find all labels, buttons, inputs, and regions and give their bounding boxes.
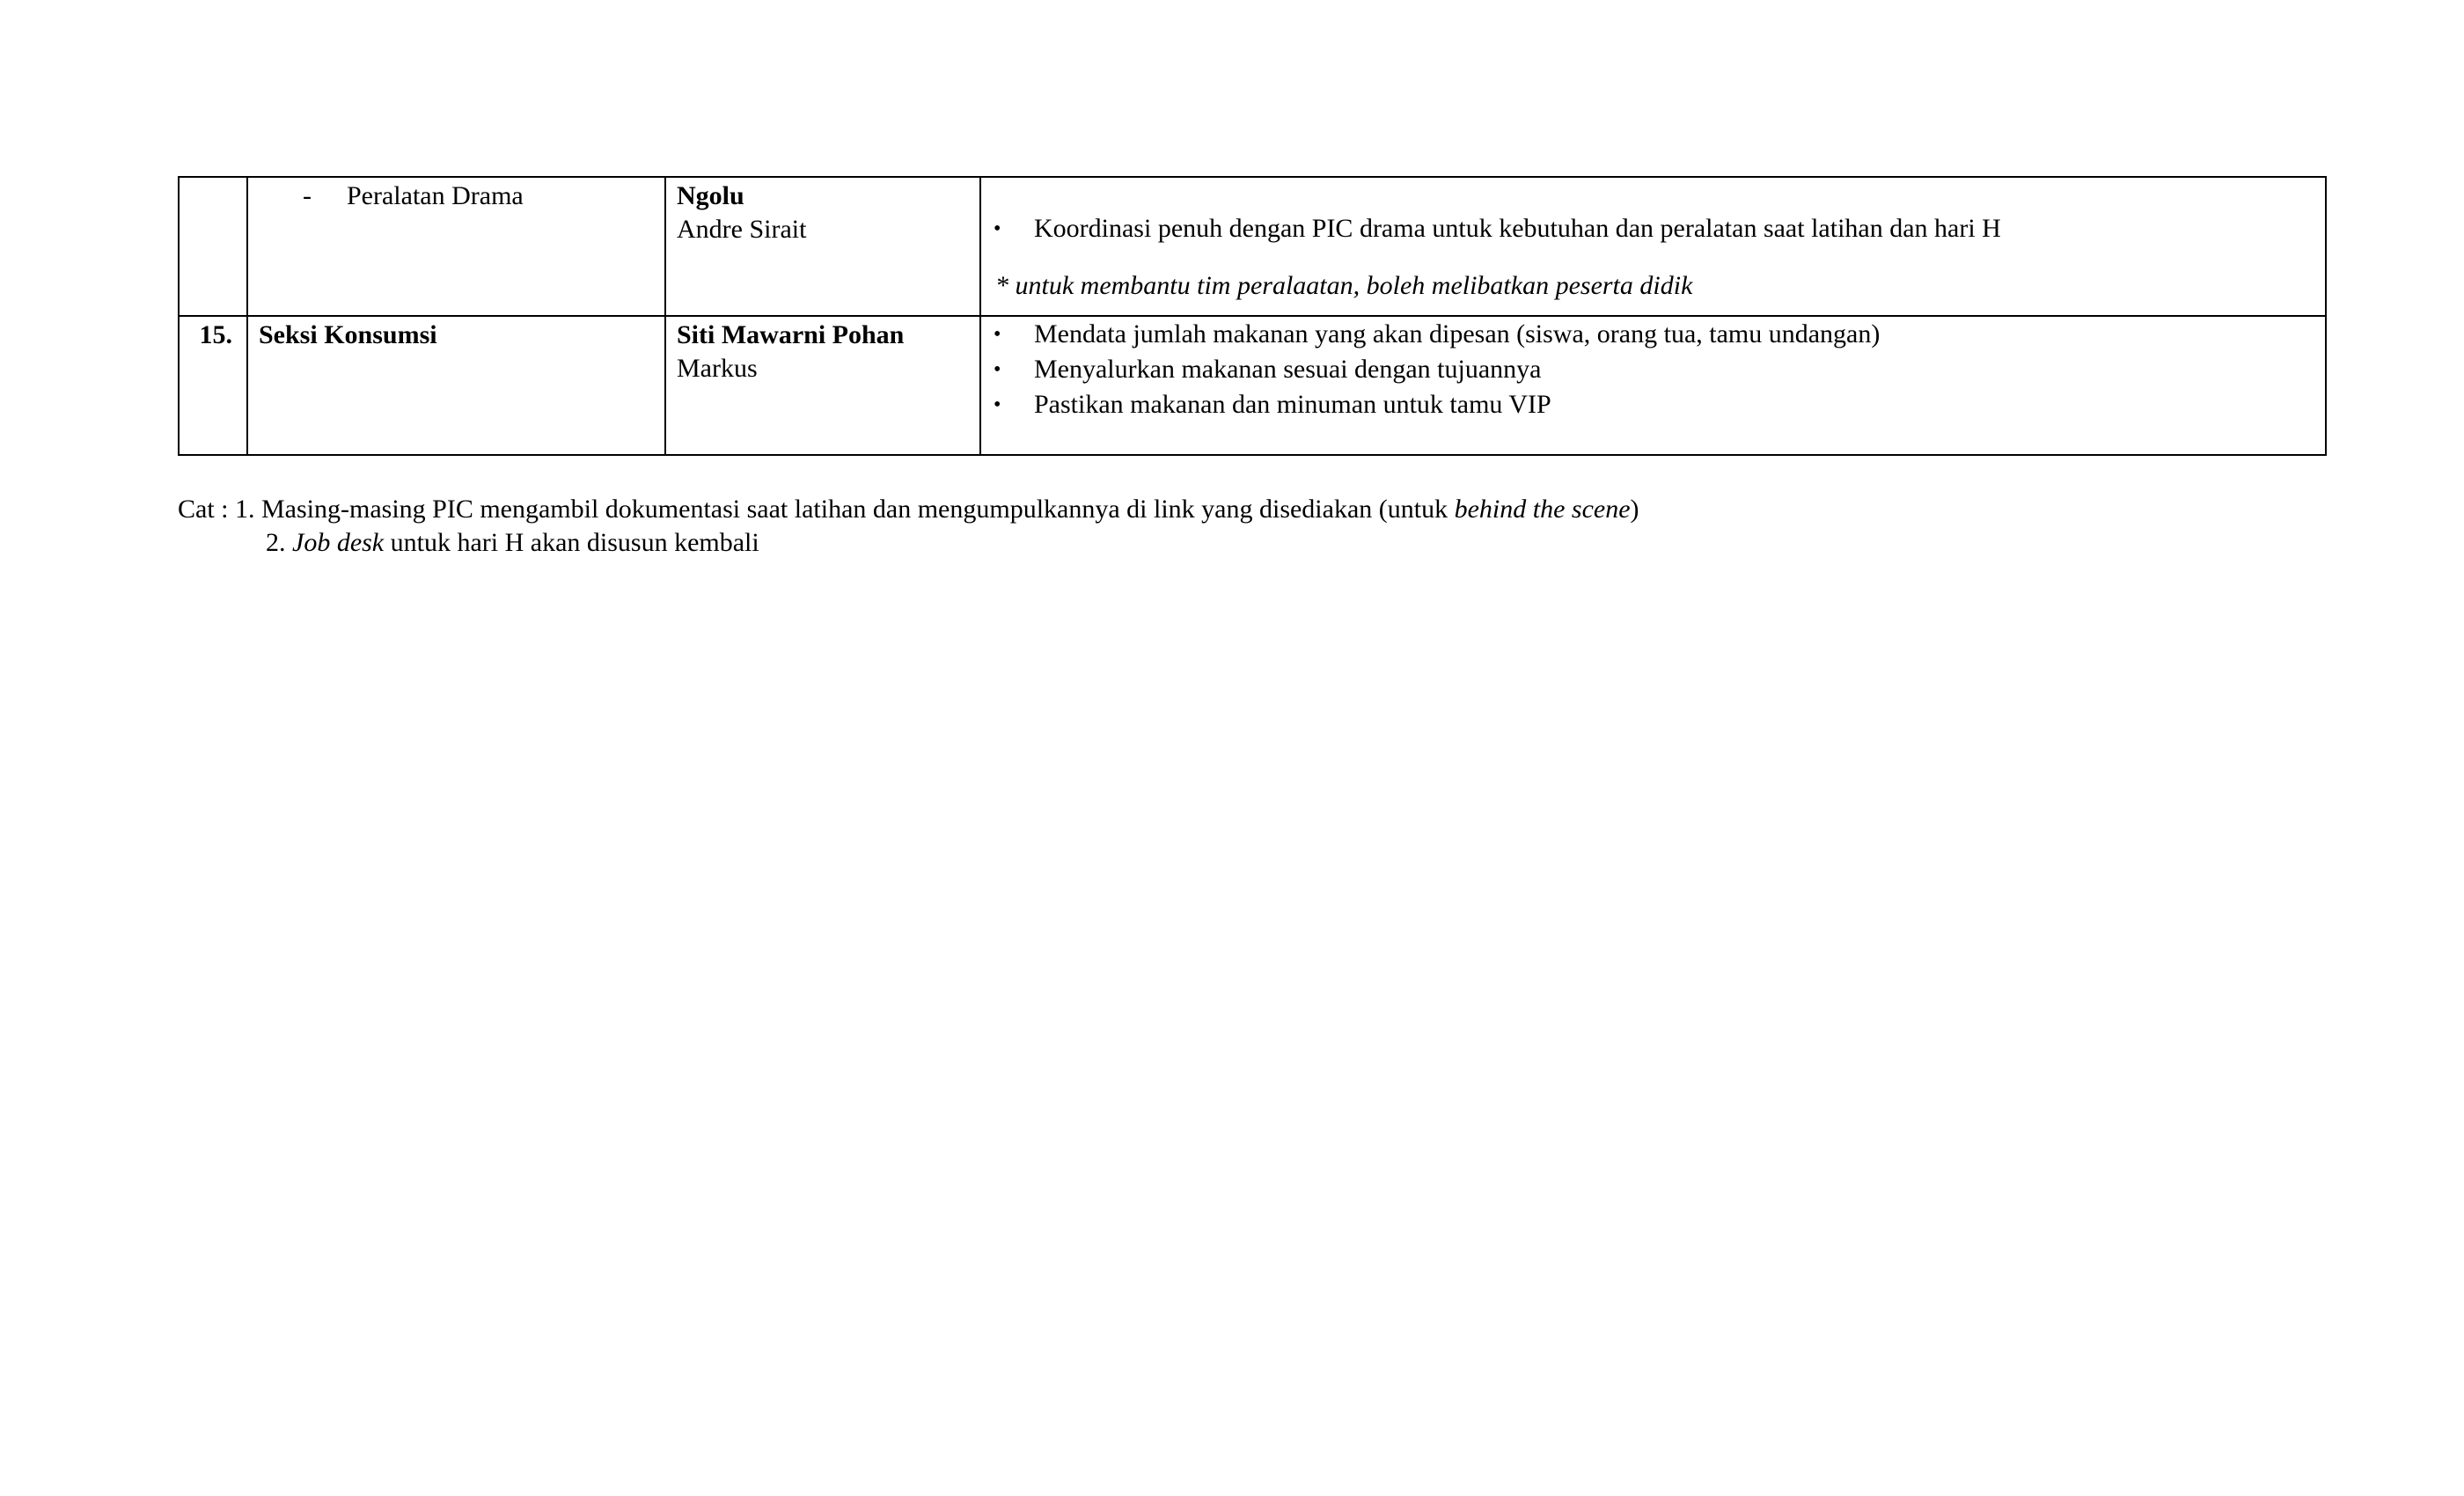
tasks-cell <box>980 316 2326 455</box>
note-line-2: 2. Job desk untuk hari H akan disusun kembali <box>266 528 759 557</box>
pic-member: Markus <box>677 354 758 383</box>
section-cell <box>247 177 665 316</box>
task-item: • Pastikan makanan dan minuman untuk tamu VIP <box>990 387 2325 422</box>
task-item: • Mendata jumlah makanan yang akan dipesan (siswa, orang tua, tamu undangan) <box>990 317 2325 352</box>
tasks-cell <box>980 177 2326 316</box>
bullet-icon: • <box>994 393 1001 416</box>
pic-lead: Siti Mawarni Pohan <box>677 320 905 349</box>
dash-marker: - <box>303 181 312 210</box>
bullet-icon: • <box>994 358 1001 381</box>
pic-member: Andre Sirait <box>677 215 807 244</box>
row-number-cell <box>179 177 247 316</box>
notes-block <box>178 493 2290 560</box>
pic-cell <box>665 316 980 455</box>
section-name: Seksi Konsumsi <box>259 320 437 349</box>
bullet-icon: • <box>994 323 1001 346</box>
section-cell <box>247 316 665 455</box>
job-desk-table <box>178 176 2327 456</box>
task-note: * untuk membantu tim peralaatan, boleh melibatkan peserta didik <box>995 271 1693 300</box>
task-item: • Menyalurkan makanan sesuai dengan tujuannya <box>990 352 2325 387</box>
task-list <box>981 211 2325 246</box>
task-list <box>981 317 2325 422</box>
pic-lead: Ngolu <box>677 181 744 210</box>
bullet-icon: • <box>994 217 1001 240</box>
task-item: • Koordinasi penuh dengan PIC drama untuk kebutuhan dan peralatan saat latihan dan hari H <box>990 211 2325 246</box>
table-row <box>179 316 2326 455</box>
note-line-1: Cat : 1. Masing-masing PIC mengambil dokumentasi saat latihan dan mengumpulkannya di link yang disediakan (untuk behind the scene) <box>178 495 1639 524</box>
section-name: Peralatan Drama <box>347 181 524 210</box>
pic-cell <box>665 177 980 316</box>
row-number-cell: 15. <box>179 316 247 455</box>
table-row <box>179 177 2326 316</box>
